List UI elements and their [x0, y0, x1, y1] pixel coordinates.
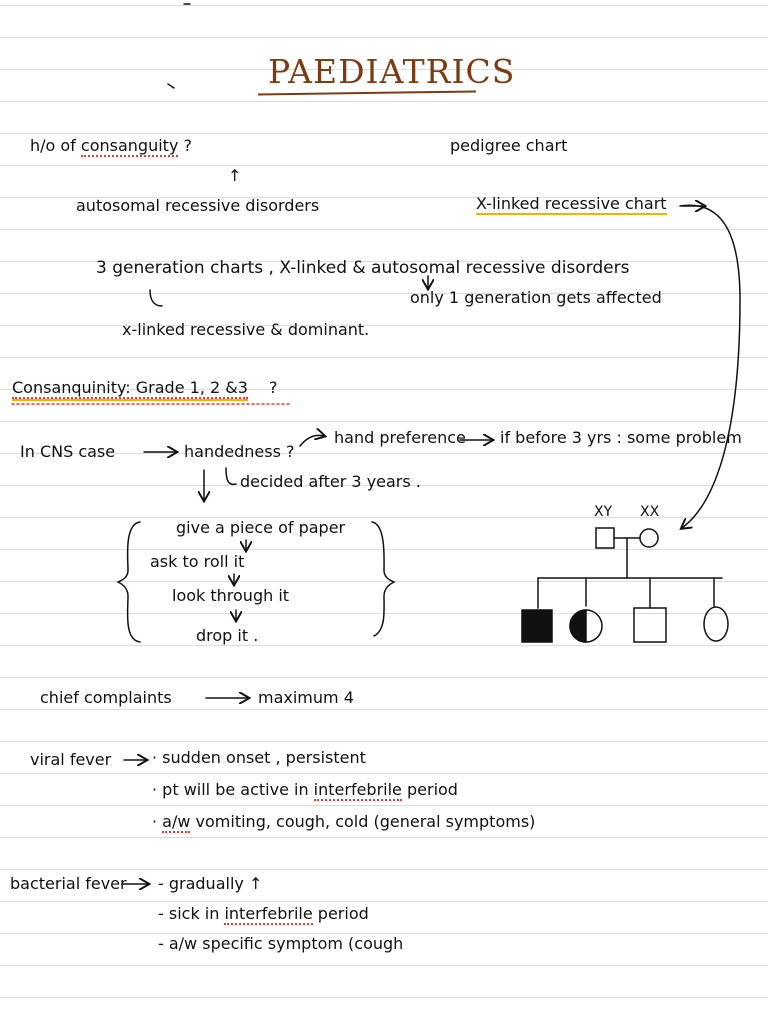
- bacterial-sick-suffix: period: [312, 904, 369, 923]
- unaffected-female-icon: [704, 607, 728, 641]
- pedigree-chart-label: pedigree chart: [450, 136, 568, 155]
- cns-case-label: In CNS case: [20, 442, 116, 461]
- unaffected-male-icon: [634, 608, 666, 642]
- handedness-label: handedness ?: [184, 442, 295, 461]
- page-title: PAEDIATRICS: [268, 52, 516, 91]
- aw-term: a/w: [162, 812, 191, 831]
- consanguinity-term: consanguity: [80, 136, 179, 155]
- question-mark: ?: [183, 136, 193, 155]
- grade-text: Consanquinity: Grade 1, 2 &3: [12, 378, 248, 397]
- hand-preference-label: hand preference: [334, 428, 466, 447]
- bacterial-sick-prefix: - sick in: [158, 904, 225, 923]
- link-arrow: [680, 205, 740, 528]
- bacterial-item-gradual: - gradually ↑: [158, 874, 263, 893]
- grade-mark: ?: [269, 378, 278, 397]
- step-drop: drop it .: [196, 626, 259, 645]
- if-before-label: if before 3 yrs : some problem: [500, 428, 742, 447]
- interfebrile-term-2: interfebrile: [224, 904, 313, 923]
- step-roll: ask to roll it: [150, 552, 245, 571]
- chief-complaints-label: chief complaints: [40, 688, 172, 707]
- history-prefix: h/o of: [30, 136, 76, 155]
- xlinked-chart-text: X-linked recessive chart: [476, 194, 667, 213]
- bullet-dot: ·: [152, 812, 163, 831]
- step-give-paper: give a piece of paper: [176, 518, 346, 537]
- father-square-icon: [596, 528, 614, 548]
- carrier-half-fill: [570, 610, 586, 642]
- left-brace: [118, 522, 140, 642]
- decided-hook: [226, 468, 236, 484]
- step-look-through: look through it: [172, 586, 290, 605]
- handedness-arrow: [300, 435, 324, 446]
- right-brace: [372, 522, 394, 636]
- viral-active-suffix: period: [401, 780, 458, 799]
- stray-tick: [168, 84, 174, 88]
- interfebrile-term: interfebrile: [313, 780, 402, 799]
- mother-circle-icon: [640, 529, 658, 547]
- viral-item-onset: · sudden onset , persistent: [152, 748, 366, 767]
- bacterial-item-specific: - a/w specific symptom (cough: [158, 934, 404, 953]
- father-label: XY: [594, 504, 613, 520]
- viral-active-prefix: · pt will be active in: [152, 780, 314, 799]
- hook-arrow: [150, 290, 162, 306]
- viral-fever-label: viral fever: [30, 750, 112, 769]
- chief-complaints-value: maximum 4: [258, 688, 354, 707]
- generation-line: 3 generation charts , X-linked & autosomal recessive disorders: [96, 258, 630, 278]
- affected-male-icon: [522, 610, 552, 642]
- up-arrow-icon: ↑: [228, 166, 242, 185]
- only-one-generation: only 1 generation gets affected: [410, 288, 662, 307]
- xlinked-recessive-dominant: x-linked recessive & dominant.: [122, 320, 370, 339]
- viral-symptoms-text: vomiting, cough, cold (general symptoms): [190, 812, 536, 831]
- decided-after-label: decided after 3 years .: [240, 472, 421, 491]
- mother-label: XX: [640, 504, 660, 520]
- autosomal-label: autosomal recessive disorders: [76, 196, 320, 215]
- bacterial-fever-label: bacterial fever: [10, 874, 127, 893]
